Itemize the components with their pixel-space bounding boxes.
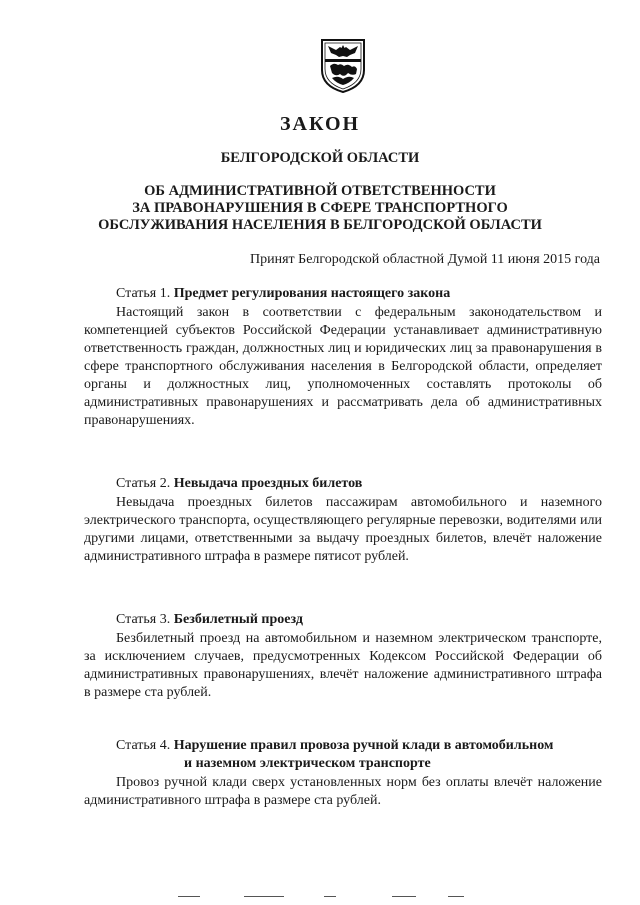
article-4 [84, 737, 602, 810]
article-label: Статья 1. [116, 286, 171, 301]
law-subject-line: ОБСЛУЖИВАНИЯ НАСЕЛЕНИЯ В БЕЛГОРОДСКОЙ ОБЛАСТИ [98, 217, 542, 233]
article-title-continuation: и наземном электрическом транспорте [184, 756, 431, 771]
article-label: Статья 4. [116, 738, 171, 753]
article-label: Статья 3. [116, 612, 171, 627]
article-text: Провоз ручной клади сверх установленных норм без оплаты влечёт наложение административного штрафа в размере ста рублей. [84, 775, 602, 808]
article-heading [84, 611, 602, 629]
scan-edge-mark [324, 896, 336, 897]
article-heading [84, 475, 602, 493]
article-heading [84, 285, 602, 303]
scan-edge-mark [392, 896, 416, 897]
article-title: Невыдача проездных билетов [173, 476, 363, 491]
article-heading [84, 737, 602, 755]
article-title: Предмет регулирования настоящего закона [173, 286, 451, 301]
article-1 [84, 285, 602, 430]
region-title: БЕЛГОРОДСКОЙ ОБЛАСТИ [220, 150, 420, 166]
law-title: ЗАКОН [279, 113, 361, 135]
adoption-note: Принят Белгородской областной Думой 11 июня 2015 года [250, 252, 600, 267]
law-subject [0, 183, 640, 234]
scan-edge-mark [178, 896, 200, 897]
article-label: Статья 2. [116, 476, 171, 491]
article-text: Невыдача проездных билетов пассажирам автомобильного и наземного электрического транспорта, осуществляющего регулярные перевозки, водителями или другими лицами, ответственными за выдачу проездных билетов, влечёт наложение административного штрафа в размере пятисот рублей. [84, 495, 602, 564]
article-text: Настоящий закон в соответствии с федеральным законодательством и компетенцией субъектов Российской Федерации устанавливает административную ответственность граждан, должностных лиц и юридических лиц за правонарушения в сфере транспортного обслуживания населения в Белгородской области, определяет органы и должностных лиц, уполномоченных составлять протоколы об административных правонарушениях и рассматривать дела об административных правонарушениях. [84, 305, 602, 428]
article-3 [84, 611, 602, 702]
article-title: Безбилетный проезд [173, 612, 303, 627]
belgorod-coat-of-arms-icon [314, 36, 372, 94]
scan-edge-mark [244, 896, 284, 897]
scan-edge-mark [448, 896, 464, 897]
article-text: Безбилетный проезд на автомобильном и наземном электрическом транспорте, за исключением случаев, предусмотренных Кодексом Российской Федерации об административных правонарушениях, влечёт наложение административного штрафа в размере ста рублей. [84, 631, 602, 700]
article-title: Нарушение правил провоза ручной клади в автомобильном [173, 738, 554, 753]
law-subject-line: ЗА ПРАВОНАРУШЕНИЯ В СФЕРЕ ТРАНСПОРТНОГО [132, 200, 508, 216]
law-subject-line: ОБ АДМИНИСТРАТИВНОЙ ОТВЕТСТВЕННОСТИ [144, 183, 496, 199]
article-2 [84, 475, 602, 566]
